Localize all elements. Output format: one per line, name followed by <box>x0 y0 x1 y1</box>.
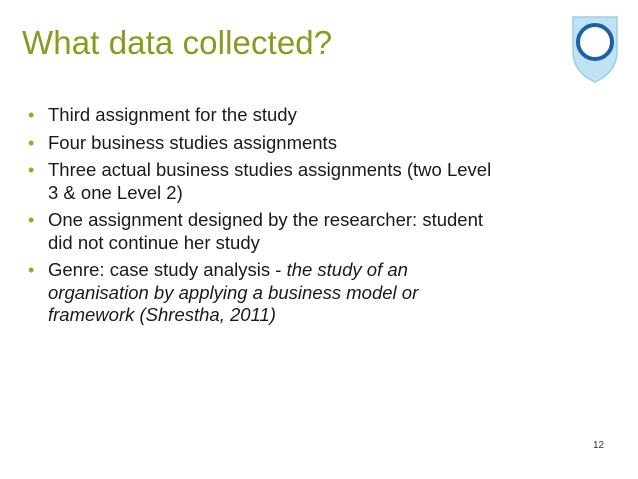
bullet-marker: • <box>28 160 35 180</box>
bullet-list <box>28 104 588 332</box>
logo <box>568 14 622 84</box>
bullet-text: Four business studies assignments <box>48 131 337 153</box>
bullet-item <box>28 259 588 327</box>
bullet-text: Three actual business studies assignments (two Level 3 & one Level 2) <box>48 159 492 203</box>
open-university-shield-icon <box>568 14 622 84</box>
bullet-item <box>28 159 588 204</box>
page-number: 12 <box>593 440 605 451</box>
bullet-item <box>28 132 588 155</box>
bullet-marker: • <box>28 132 35 153</box>
bullet-marker: • <box>28 210 35 230</box>
bullet-text: Genre: case study analysis - <box>48 259 287 280</box>
bullet-item <box>28 209 588 254</box>
bullet-text: One assignment designed by the researcher: student did not continue her study <box>48 209 484 253</box>
bullet-item <box>28 104 588 127</box>
bullet-text: Third assignment for the study <box>48 104 297 125</box>
slide-title: What data collected? <box>22 24 333 61</box>
bullet-italic-text: the study of an organisation by applying a business model or framework (Shrestha, 2011) <box>48 259 419 325</box>
bullet-marker: • <box>28 260 35 280</box>
bullet-marker: • <box>28 105 35 125</box>
